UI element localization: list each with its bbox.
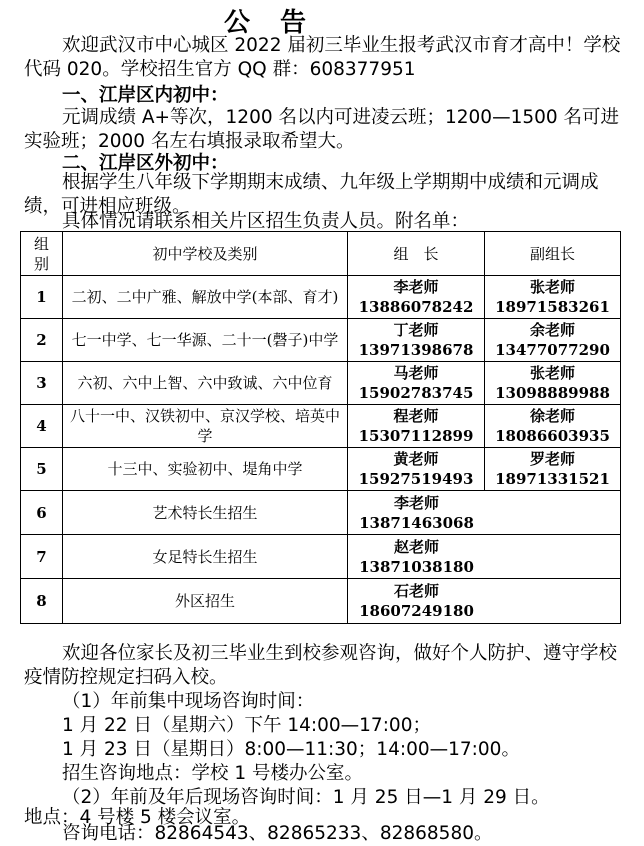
header-schools: 初中学校及类别	[63, 232, 348, 276]
consult-item2: （2）年前及年后现场咨询时间：1 月 25 日—1 月 29 日。	[62, 787, 550, 808]
leader-phone: 13971398678	[358, 341, 474, 359]
school-list: 八十一中、汉铁初中、京汉学校、培英中学	[63, 405, 348, 448]
deputy-name: 张老师	[529, 364, 575, 382]
contact-intro: 具体情况请联系相关片区招生负责人员。附名单：	[62, 211, 470, 232]
leader-name: 李老师	[393, 278, 439, 296]
group-number: 1	[21, 276, 63, 319]
group-number: 6	[21, 491, 63, 535]
deputy-contact	[485, 405, 621, 448]
leader-phone: 13886078242	[358, 298, 474, 316]
group-number: 8	[21, 579, 63, 624]
deputy-phone: 18086603935	[495, 427, 610, 445]
leader-name: 黄老师	[393, 450, 439, 468]
table-row	[21, 319, 621, 362]
leader-phone: 13871463068	[359, 513, 474, 532]
leader-contact	[348, 276, 485, 319]
table-row	[21, 535, 621, 579]
group-number: 5	[21, 448, 63, 491]
leader-contact	[348, 579, 621, 624]
leader-contact	[348, 535, 621, 579]
deputy-contact	[485, 276, 621, 319]
school-list: 二初、二中广雅、解放中学(本部、育才)	[63, 276, 348, 319]
leader-contact	[348, 362, 485, 405]
deputy-contact	[485, 362, 621, 405]
table-row	[21, 491, 621, 535]
table-row	[21, 362, 621, 405]
leader-contact	[348, 448, 485, 491]
leader-contact	[348, 491, 621, 535]
school-list: 女足特长生招生	[63, 535, 348, 579]
group-number: 3	[21, 362, 63, 405]
consult-phone: 咨询电话：82864543、82865233、82868580。	[62, 823, 493, 844]
deputy-phone: 13098889988	[495, 384, 610, 402]
notice-title: 公告	[223, 8, 336, 38]
deputy-contact	[485, 319, 621, 362]
leader-name: 丁老师	[393, 321, 439, 339]
leader-phone: 18607249180	[359, 602, 474, 620]
closing-welcome: 欢迎各位家长及初三毕业生到校参观咨询，做好个人防护、遵守学校疫情防控规定扫码入校。	[24, 643, 618, 688]
section2-text: 根据学生八年级下学期期末成绩、九年级上学期期中成绩和元调成绩，可进相应班级。	[24, 172, 599, 217]
leader-name: 赵老师	[393, 537, 439, 556]
school-list: 六初、六中上智、六中致诚、六中位育	[63, 362, 348, 405]
header-deputy: 副组长	[485, 232, 621, 276]
leader-name: 李老师	[393, 493, 439, 512]
leader-name: 石老师	[393, 582, 439, 600]
school-list: 外区招生	[63, 579, 348, 624]
header-group: 组别	[21, 232, 63, 276]
consult-item1: （1）年前集中现场咨询时间：	[62, 691, 315, 712]
leader-phone: 15927519493	[358, 470, 474, 488]
table-row	[21, 579, 621, 624]
leader-name: 程老师	[393, 407, 439, 425]
school-list: 十三中、实验初中、堤角中学	[63, 448, 348, 491]
contact-table	[20, 231, 621, 624]
table-row	[21, 276, 621, 319]
deputy-phone: 18971583261	[495, 298, 610, 316]
deputy-name: 徐老师	[529, 407, 575, 425]
school-list: 艺术特长生招生	[63, 491, 348, 535]
leader-phone: 15902783745	[358, 384, 474, 402]
section1-heading: 一、江岸区内初中：	[62, 85, 229, 106]
leader-name: 马老师	[393, 364, 439, 382]
consult-place2: 地点：4 号楼 5 楼会议室。	[24, 807, 251, 828]
consult-date2: 1 月 23 日（星期日）8:00—11:30；14:00—17:00。	[62, 739, 520, 760]
deputy-phone: 18971331521	[495, 470, 610, 488]
leader-contact	[348, 319, 485, 362]
header-leader: 组 长	[348, 232, 485, 276]
leader-phone: 13871038180	[359, 557, 474, 576]
deputy-name: 余老师	[529, 321, 575, 339]
deputy-name: 张老师	[529, 278, 575, 296]
table-row	[21, 448, 621, 491]
leader-phone: 15307112899	[358, 427, 474, 445]
group-number: 7	[21, 535, 63, 579]
table-header-row	[21, 232, 621, 276]
group-number: 4	[21, 405, 63, 448]
intro-paragraph: 欢迎武汉市中心城区 2022 届初三毕业生报考武汉市育才高中！学校代码 020。学校招生官方 QQ 群：608377951	[24, 35, 621, 80]
section2-heading: 二、江岸区外初中：	[62, 153, 229, 174]
deputy-name: 罗老师	[529, 450, 575, 468]
consult-place1: 招生咨询地点：学校 1 号楼办公室。	[62, 763, 364, 784]
deputy-phone: 13477077290	[495, 341, 610, 359]
consult-date1: 1 月 22 日（星期六）下午 14:00—17:00；	[62, 715, 431, 736]
table-row	[21, 405, 621, 448]
leader-contact	[348, 405, 485, 448]
group-number: 2	[21, 319, 63, 362]
school-list: 七一中学、七一华源、二十一(磬子)中学	[63, 319, 348, 362]
deputy-contact	[485, 448, 621, 491]
section1-text: 元调成绩 A+等次，1200 名以内可进凌云班；1200—1500 名可进实验班；2000 名左右填报录取希望大。	[24, 107, 620, 152]
